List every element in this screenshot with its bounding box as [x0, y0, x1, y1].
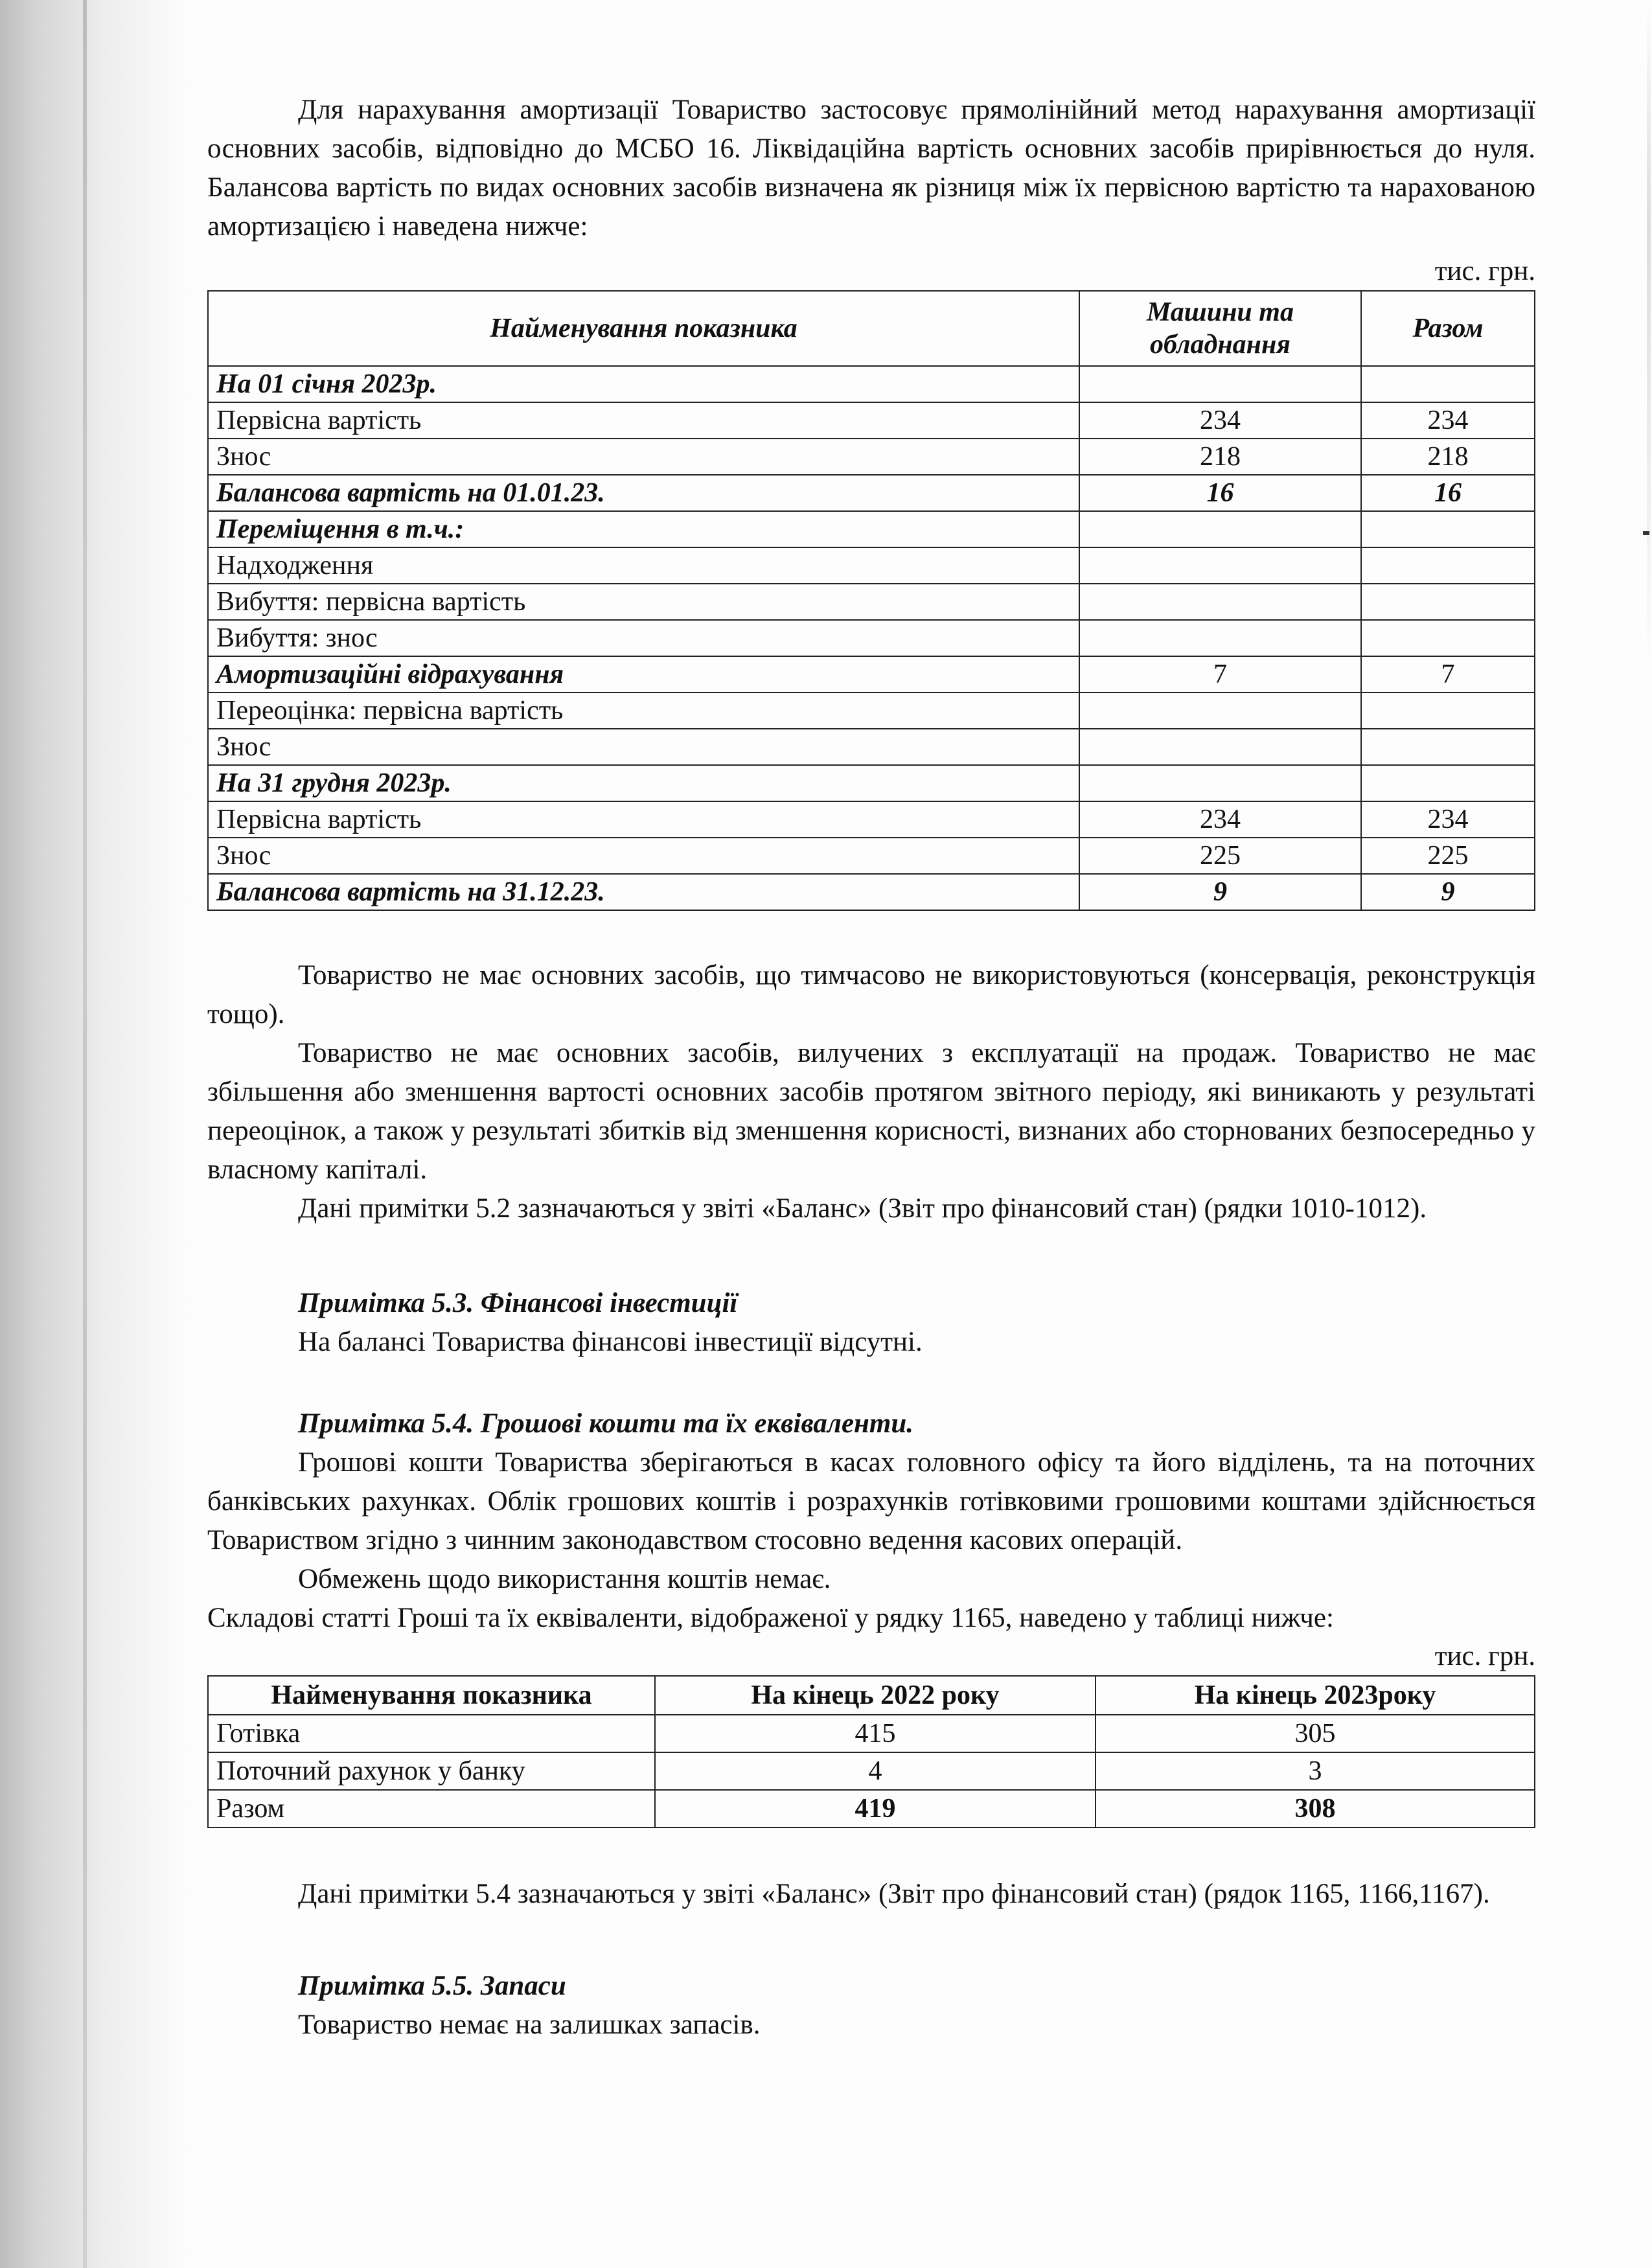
table1-unit: тис. грн. [1434, 256, 1535, 286]
row-label: Вибуття: знос [208, 620, 1079, 656]
cell-machines: 234 [1079, 402, 1361, 439]
no-disposal-paragraph: Товариство не має основних засобів, вилучених з експлуатації на продаж. Товариство не має збільшення або зменшення вартості основних засобів протягом звітного періоду, які виникають у результаті переоцінок, а також у результаті збитків від зменшення корисності, визнаних або сторнованих безпосередньо у власному капіталі. [207, 1038, 1535, 1185]
cell-total: 218 [1361, 439, 1535, 475]
cell-2023: 308 [1096, 1790, 1535, 1827]
cell-2022: 415 [655, 1715, 1096, 1752]
fixed-assets-table [207, 290, 1535, 911]
cell-total [1361, 729, 1535, 765]
cell-machines [1079, 366, 1361, 402]
row-label: Балансова вартість на 01.01.23. [208, 475, 1079, 511]
table-row [208, 620, 1535, 656]
table-row [208, 1715, 1535, 1752]
cell-total: 7 [1361, 656, 1535, 693]
scan-edge [83, 0, 87, 2268]
table-row [208, 874, 1535, 910]
note55-text: Товариство немає на залишках запасів. [298, 2010, 761, 2040]
table-row [208, 584, 1535, 620]
cell-total [1361, 366, 1535, 402]
note54-paragraph-1: Грошові кошти Товариства зберігаються в касах головного офісу та його відділень, та на поточних банківських рахунках. Облік грошових коштів і розрахунків готівковими грошовими коштами здійснюється Товариством згідно з чинним законодавством стосовно ведення касових операцій. [207, 1447, 1535, 1555]
row-label: Переоцінка: первісна вартість [208, 693, 1079, 729]
row-label: Переміщення в т.ч.: [208, 511, 1079, 547]
row-label: Знос [208, 439, 1079, 475]
cell-machines [1079, 765, 1361, 801]
cell-total: 234 [1361, 402, 1535, 439]
column-header-total: Разом [1361, 291, 1535, 366]
row-label: Вибуття: первісна вартість [208, 584, 1079, 620]
row-label: Первісна вартість [208, 801, 1079, 838]
cell-2023: 305 [1096, 1715, 1535, 1752]
intro-paragraph: Для нарахування амортизації Товариство застосовує прямолінійний метод нарахування амортизації основних засобів, відповідно до МСБО 16. Ліквідаційна вартість основних засобів прирівнюється до нуля. Балансова вартість по видах основних засобів визначена як різниця між їх первісною вартістю та нарахованою амортизацією і наведена нижче: [207, 95, 1535, 242]
note54-paragraph-3: Складові статті Гроші та їх еквіваленти, відображеної у рядку 1165, наведено у таблиці нижче: [207, 1603, 1334, 1633]
cell-total: 9 [1361, 874, 1535, 910]
table-row [208, 765, 1535, 801]
table-row [208, 475, 1535, 511]
cash-table [207, 1675, 1535, 1828]
row-label: На 31 грудня 2023р. [208, 765, 1079, 801]
row-label: На 01 січня 2023р. [208, 366, 1079, 402]
no-conservation-paragraph: Товариство не має основних засобів, що тимчасово не використовуються (консервація, реконструкція тощо). [207, 960, 1535, 1029]
row-label: Балансова вартість на 31.12.23. [208, 874, 1079, 910]
table-row [208, 838, 1535, 874]
cell-total [1361, 547, 1535, 584]
table-row [208, 693, 1535, 729]
cell-2022: 419 [655, 1790, 1096, 1827]
row-label: Разом [208, 1790, 655, 1827]
table-header-row [208, 1676, 1535, 1715]
table-row [208, 366, 1535, 402]
table-row [208, 801, 1535, 838]
cell-machines [1079, 547, 1361, 584]
note54-reference-paragraph: Дані примітки 5.4 зазначаються у звіті «Баланс» (Звіт про фінансовий стан) (рядок 1165, 1166,1167). [298, 1879, 1490, 1909]
table-row [208, 547, 1535, 584]
cell-machines: 9 [1079, 874, 1361, 910]
column-header-2022: На кінець 2022 року [655, 1676, 1096, 1715]
note53-text: На балансі Товариства фінансові інвестиції відсутні. [298, 1327, 923, 1357]
cell-machines [1079, 511, 1361, 547]
table-row [208, 1752, 1535, 1790]
row-label: Знос [208, 838, 1079, 874]
cell-machines [1079, 584, 1361, 620]
scan-mark [1643, 531, 1649, 535]
row-label: Поточний рахунок у банку [208, 1752, 655, 1790]
cell-machines: 225 [1079, 838, 1361, 874]
scan-shadow [0, 0, 194, 2268]
cell-machines: 7 [1079, 656, 1361, 693]
table2-unit: тис. грн. [1434, 1641, 1535, 1671]
cell-total: 16 [1361, 475, 1535, 511]
row-label: Надходження [208, 547, 1079, 584]
table-row [208, 439, 1535, 475]
table-row [208, 656, 1535, 693]
scan-right-edge [1647, 0, 1651, 2268]
note55-heading: Примітка 5.5. Запаси [298, 1971, 566, 2001]
table-header-row [208, 291, 1535, 366]
note52-reference-paragraph: Дані примітки 5.2 зазначаються у звіті «Баланс» (Звіт про фінансовий стан) (рядки 1010-1012). [298, 1193, 1427, 1224]
column-header-indicator: Найменування показника [208, 1676, 655, 1715]
row-label: Амортизаційні відрахування [208, 656, 1079, 693]
cell-total [1361, 620, 1535, 656]
cell-total: 225 [1361, 838, 1535, 874]
note53-heading: Примітка 5.3. Фінансові інвестиції [298, 1288, 738, 1318]
cell-total: 234 [1361, 801, 1535, 838]
cell-machines [1079, 693, 1361, 729]
column-header-2023: На кінець 2023року [1096, 1676, 1535, 1715]
cell-machines: 218 [1079, 439, 1361, 475]
document-page [207, 91, 1535, 2045]
cell-machines [1079, 620, 1361, 656]
row-label: Готівка [208, 1715, 655, 1752]
cell-machines: 16 [1079, 475, 1361, 511]
cell-total [1361, 765, 1535, 801]
cell-2022: 4 [655, 1752, 1096, 1790]
row-label: Знос [208, 729, 1079, 765]
table-row [208, 511, 1535, 547]
note54-heading: Примітка 5.4. Грошові кошти та їх еквіваленти. [298, 1408, 914, 1439]
row-label: Первісна вартість [208, 402, 1079, 439]
table-row [208, 1790, 1535, 1827]
table-row [208, 402, 1535, 439]
cell-total [1361, 693, 1535, 729]
cell-total [1361, 584, 1535, 620]
table-row [208, 729, 1535, 765]
cell-2023: 3 [1096, 1752, 1535, 1790]
cell-machines: 234 [1079, 801, 1361, 838]
column-header-machines: Машини та обладнання [1079, 291, 1361, 366]
cell-machines [1079, 729, 1361, 765]
cell-total [1361, 511, 1535, 547]
note54-paragraph-2: Обмежень щодо використання коштів немає. [298, 1564, 831, 1594]
column-header-indicator: Найменування показника [208, 291, 1079, 366]
